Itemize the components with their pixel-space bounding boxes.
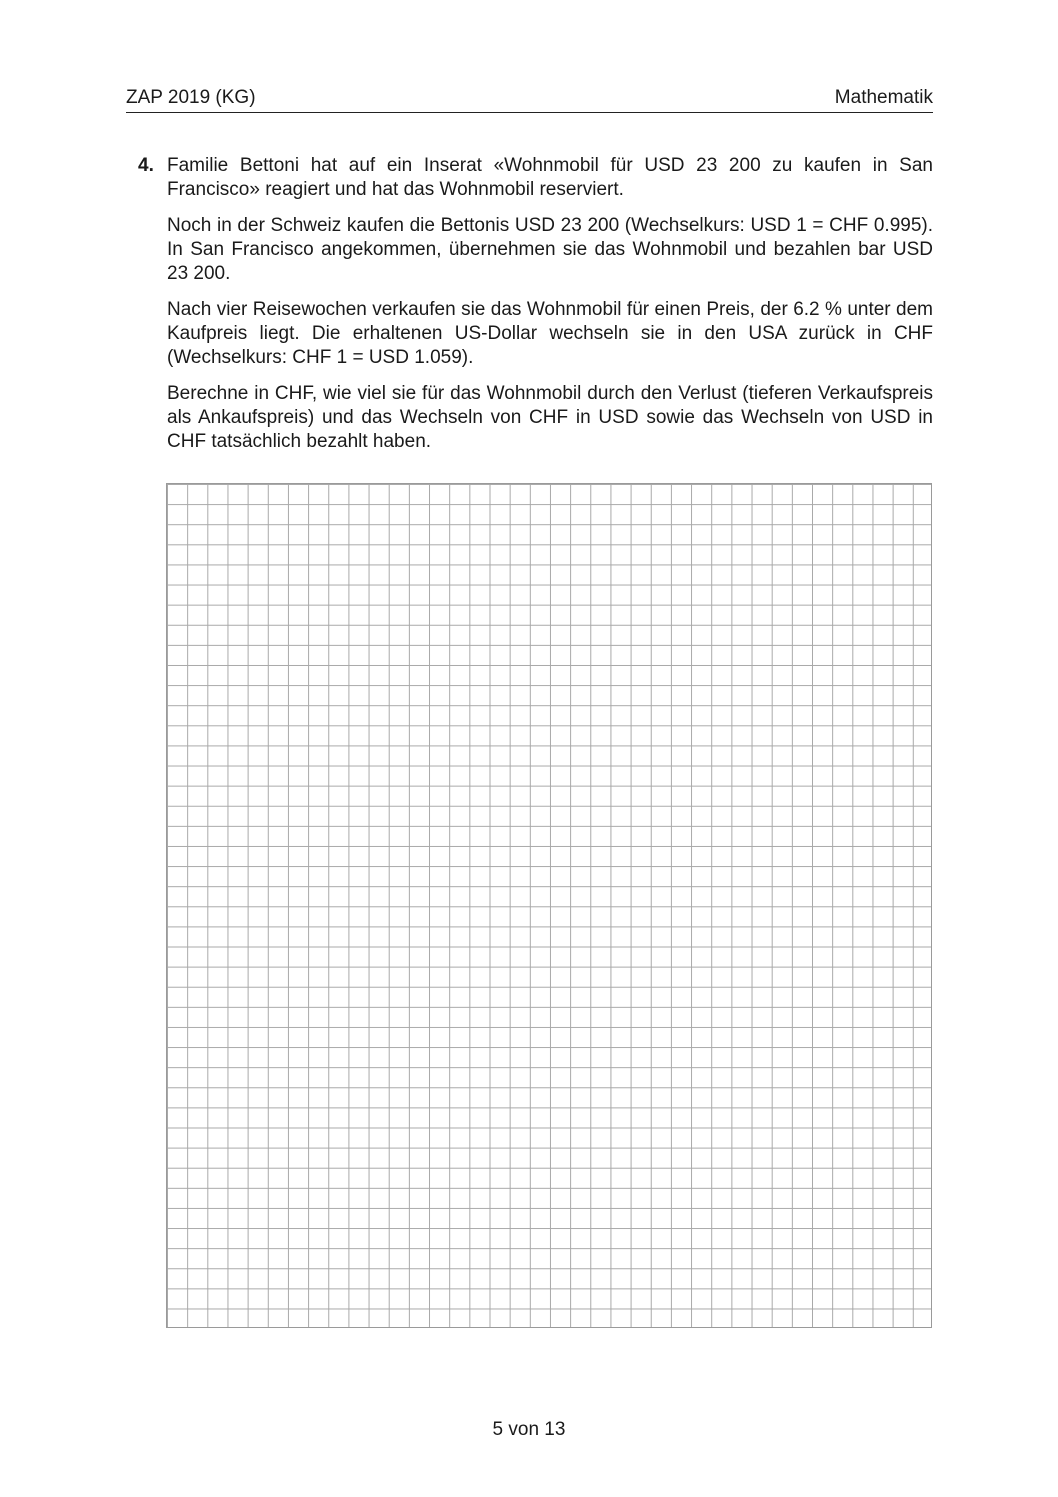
answer-grid	[166, 483, 932, 1328]
task-paragraph-1: Familie Bettoni hat auf ein Inserat «Wohnmobil für USD 23 200 zu kaufen in San Francisco» reagiert und hat das Wohnmobil reserviert.	[167, 155, 933, 200]
task-paragraph-3: Nach vier Reisewochen verkaufen sie das Wohnmobil für einen Preis, der 6.2 % unter dem Kaufpreis liegt. Die erhaltenen US-Dollar wechseln sie in den USA zurück in CHF (Wechselkurs: CHF 1 = USD 1.059).	[167, 299, 933, 368]
task-number: 4.	[138, 155, 154, 176]
task-paragraph-2: Noch in der Schweiz kaufen die Bettonis USD 23 200 (Wechselkurs: USD 1 = CHF 0.995). In San Francisco angekommen, übernehmen sie das Wohnmobil und bezahlen bar USD 23 200.	[167, 215, 933, 284]
task-body	[167, 154, 933, 454]
page-number: 5 von 13	[492, 1419, 566, 1440]
task-4	[126, 154, 933, 466]
subject-title: Mathematik	[834, 87, 933, 108]
page-header	[126, 86, 933, 113]
task-paragraph-4: Berechne in CHF, wie viel sie für das Wohnmobil durch den Verlust (tieferen Verkaufspreis als Ankaufspreis) und das Wechseln von CHF in USD sowie das Wechseln von USD in CHF tatsächlich bezahlt haben.	[167, 383, 933, 452]
exam-title: ZAP 2019 (KG)	[126, 87, 256, 108]
